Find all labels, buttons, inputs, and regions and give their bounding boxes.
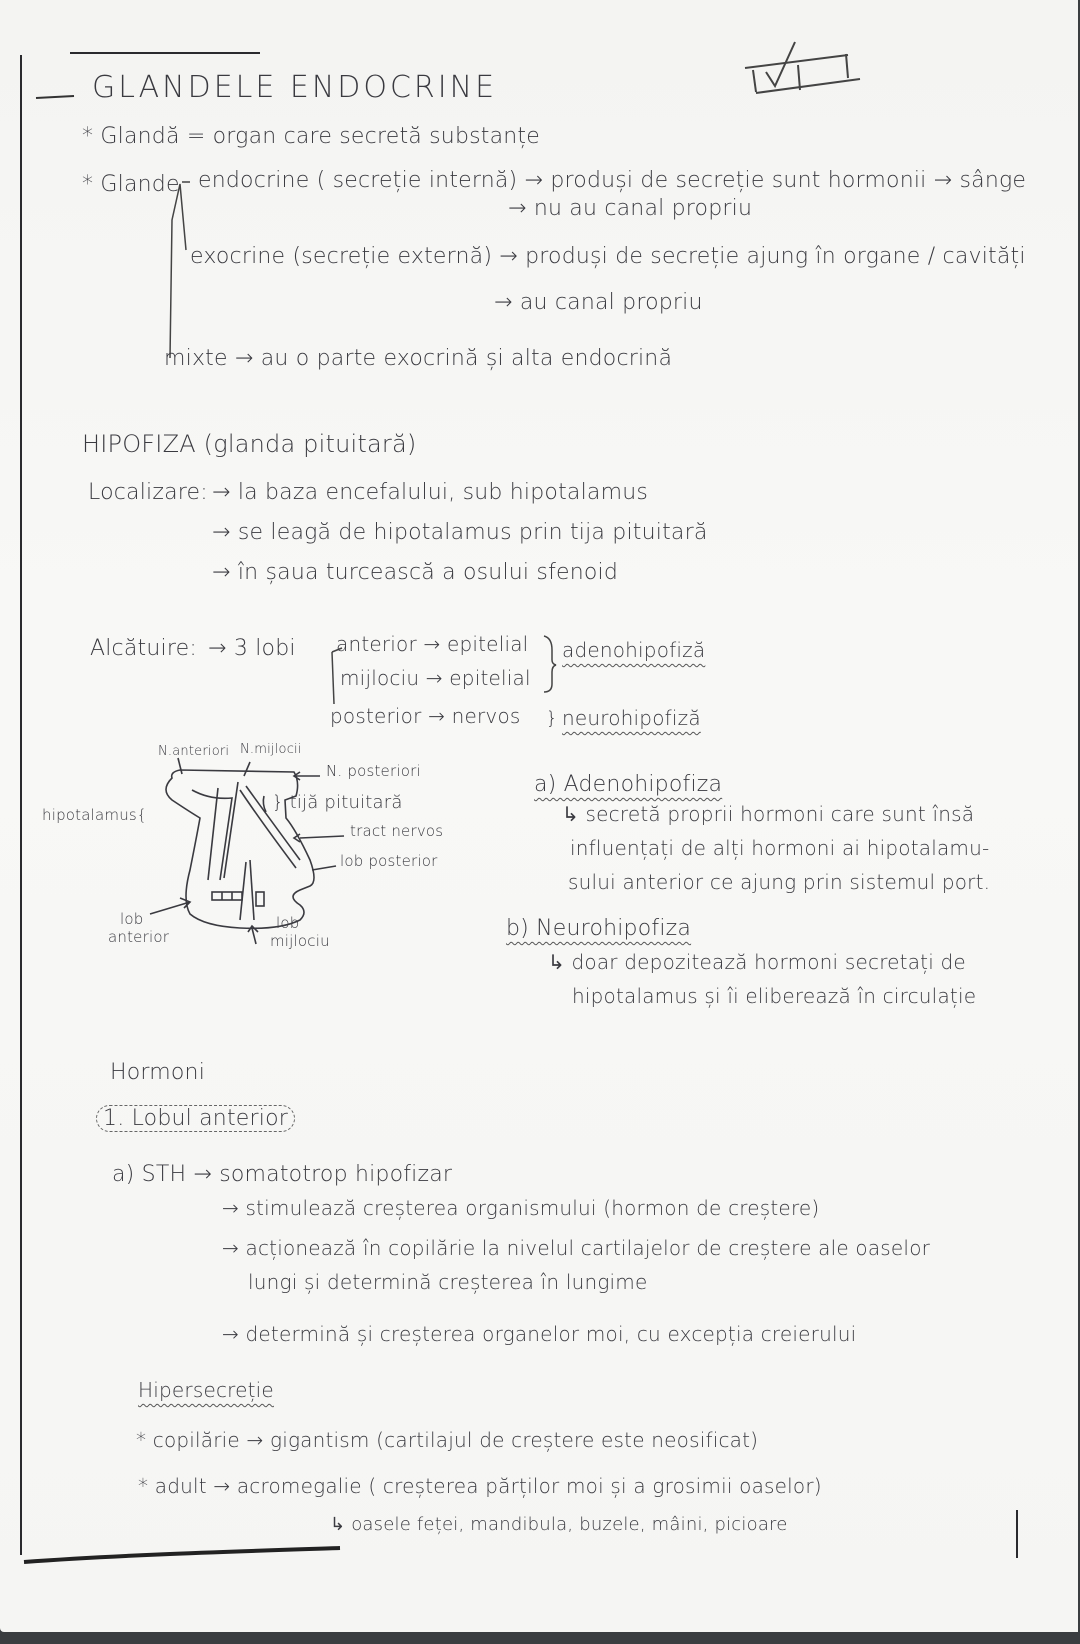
sth-title: a) STH → somatotrop hipofizar — [112, 1162, 453, 1187]
diagram-label-hipotalamus: hipotalamus{ — [42, 806, 147, 824]
localizare-item: → în șaua turcească a osului sfenoid — [212, 560, 619, 585]
adenohipofiza-desc: influențați de alți hormoni ai hipotalamu- — [570, 836, 990, 860]
diagram-label-lob-anterior: lob — [120, 910, 144, 928]
alcatuire-label: Alcătuire: — [90, 636, 197, 661]
sth-item: lungi și determină creșterea în lungime — [248, 1270, 648, 1294]
localizare-item: → se leagă de hipotalamus prin tija pituitară — [212, 520, 708, 545]
alcatuire-lobi: → 3 lobi — [208, 636, 296, 661]
localizare-item: → la baza encefalului, sub hipotalamus — [212, 480, 649, 505]
hipersecretie-item: * adult → acromegalie ( creșterea părților moi și a grosimii oaselor) — [138, 1474, 822, 1498]
adenohipofiza-desc: sului anterior ce ajung prin sistemul port. — [568, 870, 991, 894]
diagram-label-n-mijlocii: N.mijlocii — [240, 742, 302, 757]
adenohipofiza-title-text: a) Adenohipofiza — [534, 772, 723, 797]
adenohipofiza-desc: ↳ secretă proprii hormoni care sunt însă — [562, 802, 975, 826]
section-lobul-anterior — [96, 1106, 295, 1131]
endocrine-note: → nu au canal propriu — [508, 196, 753, 221]
gland-definition: * Glandă = organ care secretă substanțe — [82, 124, 540, 149]
neurohipofiza-desc: hipotalamus și îi eliberează în circulație — [572, 984, 977, 1008]
diagram-label-lob-posterior: lob posterior — [340, 852, 438, 870]
exocrine-line: exocrine (secreție externă) → produși de secreție ajung în organe / cavități — [190, 244, 1026, 269]
diagram-label-lob-mijlociu: mijlociu — [270, 932, 330, 950]
endocrine-line: endocrine ( secreție internă) → produși de secreție sunt hormonii → sânge — [198, 168, 1027, 193]
mixed-glands-line: mixte → au o parte exocrină și alta endocrină — [164, 346, 673, 371]
sth-item: → acționează în copilărie la nivelul cartilajelor de creștere ale oaselor — [222, 1236, 931, 1260]
diagram-label-n-posteriori: N. posteriori — [326, 762, 421, 780]
adenohipofiza-label: adenohipofiză — [562, 638, 706, 662]
localizare-label: Localizare: — [88, 480, 208, 505]
neurohipofiza-label: neurohipofiză — [562, 706, 701, 730]
diagram-label-lob-mijlociu: lob — [276, 914, 300, 932]
neurohipofiza-title — [506, 916, 691, 941]
neurohipofiza-title-text: b) Neurohipofiza — [506, 916, 692, 941]
page-title: GLANDELE ENDOCRINE — [92, 70, 498, 105]
exocrine-note: → au canal propriu — [494, 290, 703, 315]
acromegalie-detail: ↳ oasele feței, mandibula, buzele, mâini, picioare — [330, 1514, 788, 1535]
diagram-label-tract: tract nervos — [350, 822, 444, 840]
sth-item: → determină și creșterea organelor moi, cu excepția creierului — [222, 1322, 857, 1346]
glands-label: * Glande — [82, 172, 180, 197]
diagram-label-lob-anterior: anterior — [108, 928, 170, 946]
lobe-item: mijlociu → epitelial — [340, 666, 531, 690]
diagram-label-tija: } tijă pituitară — [272, 792, 403, 813]
neurohipofiza-desc: ↳ doar depozitează hormoni secretați de — [548, 950, 966, 974]
hipersecretie-heading: Hipersecreție — [138, 1378, 274, 1402]
diagram-label-n-anteriori: N.anteriori — [158, 744, 230, 759]
lobul-anterior-circled: 1. Lobul anterior — [96, 1105, 295, 1132]
adenohipofiza-title — [534, 772, 722, 797]
hipersecretie-item: * copilărie → gigantism (cartilajul de creștere este neosificat) — [136, 1428, 759, 1452]
lobe-item: anterior → epitelial — [336, 632, 529, 656]
lobe-item: posterior → nervos — [330, 704, 521, 728]
hormoni-heading: Hormoni — [110, 1060, 206, 1085]
hipofiza-heading: HIPOFIZA (glanda pituitară) — [82, 430, 417, 458]
neuro-brace: } — [546, 708, 558, 729]
sth-item: → stimulează creșterea organismului (hormon de creștere) — [222, 1196, 820, 1220]
